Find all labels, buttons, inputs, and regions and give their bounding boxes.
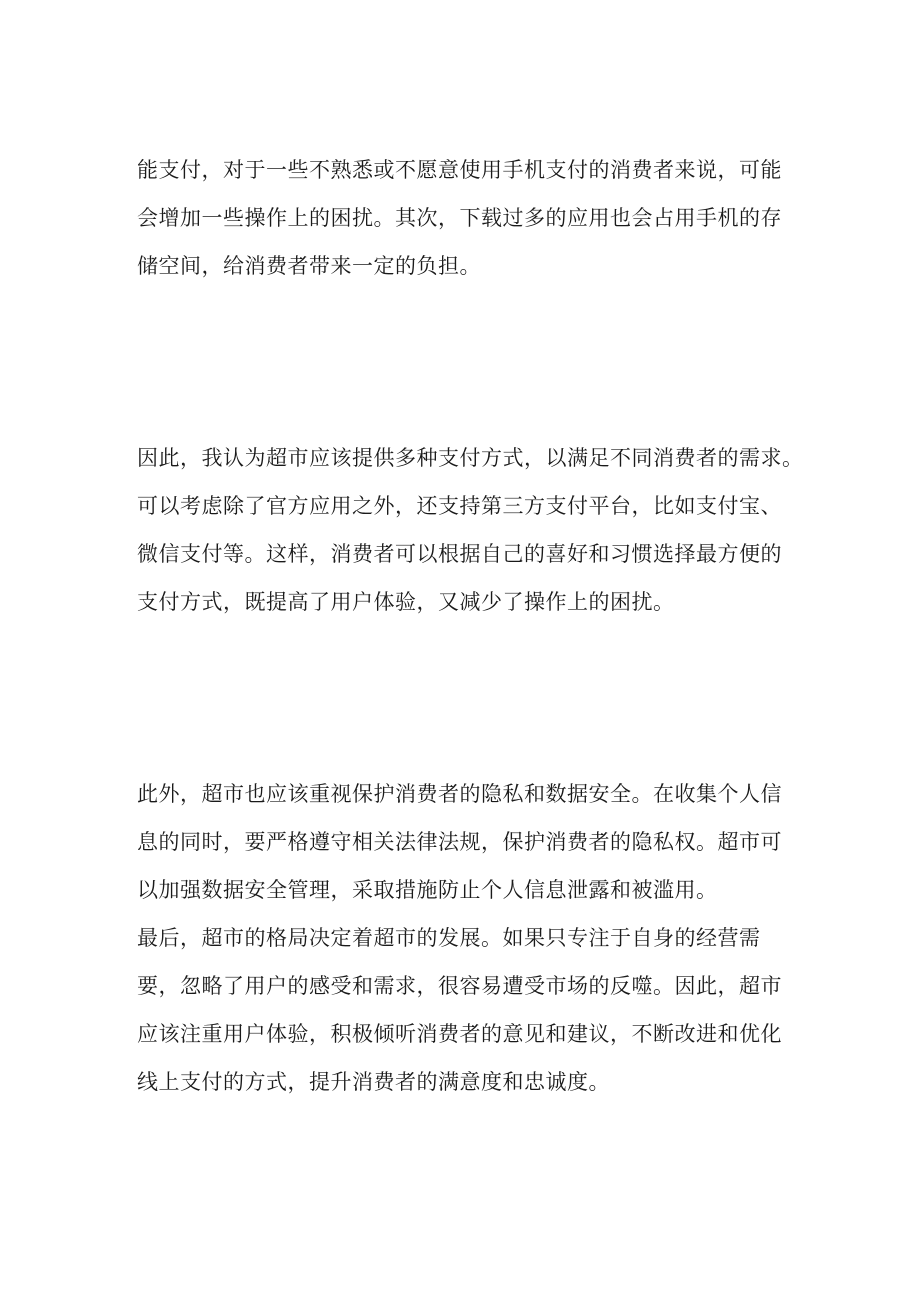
text-line: 因此，我认为超市应该提供多种支付方式，以满足不同消费者的需求。 [137,446,804,470]
text-line: 要，忽略了用户的感受和需求，很容易遭受市场的反噬。因此，超市 [137,974,782,998]
text-line: 以加强数据安全管理，采取措施防止个人信息泄露和被滥用。 [137,878,718,902]
text-line: 此外，超市也应该重视保护消费者的隐私和数据安全。在收集个人信 [137,782,782,806]
text-line: 线上支付的方式，提升消费者的满意度和忠诚度。 [137,1070,610,1094]
text-line: 息的同时，要严格遵守相关法律法规，保护消费者的隐私权。超市可 [137,830,782,854]
text-line: 最后，超市的格局决定着超市的发展。如果只专注于自身的经营需 [137,926,761,950]
text-line: 会增加一些操作上的困扰。其次，下载过多的应用也会占用手机的存 [137,206,782,230]
text-line: 支付方式，既提高了用户体验，又减少了操作上的困扰。 [137,590,675,614]
text-line: 能支付，对于一些不熟悉或不愿意使用手机支付的消费者来说，可能 [137,158,782,182]
text-line: 可以考虑除了官方应用之外，还支持第三方支付平台，比如支付宝、 [137,494,782,518]
text-line: 应该注重用户体验，积极倾听消费者的意见和建议，不断改进和优化 [137,1022,782,1046]
text-line: 储空间，给消费者带来一定的负担。 [137,254,481,278]
text-line: 微信支付等。这样，消费者可以根据自己的喜好和习惯选择最方便的 [137,542,782,566]
